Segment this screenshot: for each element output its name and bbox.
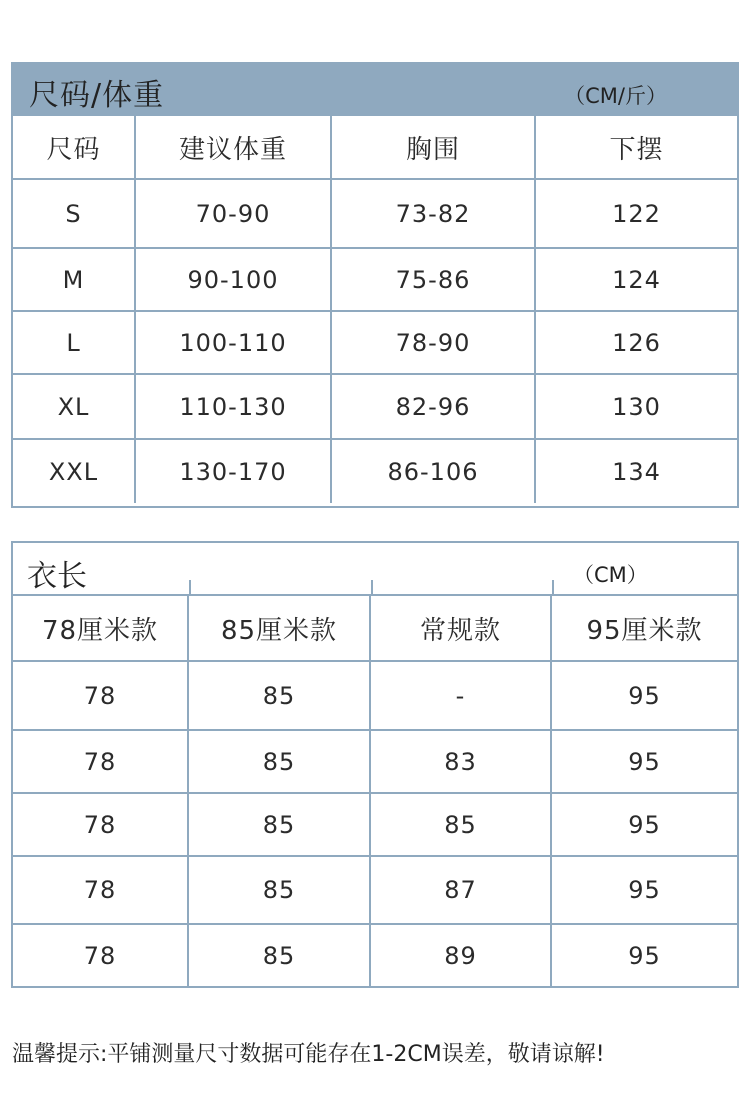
- table-cell: 124: [536, 249, 737, 312]
- table-cell: 78-90: [332, 312, 536, 375]
- table-cell: 95: [552, 662, 737, 731]
- column-header-85cm: 85厘米款: [189, 596, 371, 662]
- column-divider-tick: [371, 580, 373, 594]
- table-cell: 78: [13, 662, 189, 731]
- table-cell: 78: [13, 857, 189, 925]
- table-cell: 122: [536, 180, 737, 249]
- length-table-header-bar: [13, 543, 737, 596]
- column-header-78cm: 78厘米款: [13, 596, 189, 662]
- table-cell: L: [13, 312, 136, 375]
- size-table-grid: [13, 116, 737, 503]
- table-cell: 126: [536, 312, 737, 375]
- table-cell: 87: [371, 857, 552, 925]
- column-divider-tick: [552, 580, 554, 594]
- column-header-regular: 常规款: [371, 596, 552, 662]
- column-header-weight: 建议体重: [136, 116, 332, 180]
- table-cell: -: [371, 662, 552, 731]
- table-cell: 90-100: [136, 249, 332, 312]
- table-cell: 130: [536, 375, 737, 440]
- length-table-title: 衣长: [27, 559, 87, 594]
- table-cell: 134: [612, 457, 661, 486]
- table-cell: 78: [13, 925, 189, 987]
- table-cell: XXL: [13, 440, 136, 503]
- table-cell: 83: [371, 731, 552, 794]
- table-cell: 78: [13, 731, 189, 794]
- table-cell: 73-82: [332, 180, 536, 249]
- table-cell: 130-170: [136, 440, 332, 503]
- table-cell: 85: [189, 794, 371, 857]
- column-header-size: 尺码: [13, 116, 136, 180]
- table-cell: 89: [371, 925, 552, 987]
- size-table-unit: （CM/斤）: [564, 84, 667, 108]
- column-divider-tick: [189, 580, 191, 594]
- size-table-title: 尺码/体重: [29, 78, 165, 113]
- table-cell: 85: [189, 857, 371, 925]
- table-cell: 95: [552, 857, 737, 925]
- size-table-header-bar: [13, 64, 737, 116]
- table-cell: M: [13, 249, 136, 312]
- table-cell: 85: [371, 794, 552, 857]
- size-weight-table: [11, 62, 739, 508]
- column-header-chest: 胸围: [332, 116, 536, 180]
- table-cell: 70-90: [136, 180, 332, 249]
- table-cell: 95: [628, 942, 661, 970]
- table-cell: 100-110: [136, 312, 332, 375]
- length-table-unit: （CM）: [573, 563, 648, 587]
- table-cell: 110-130: [136, 375, 332, 440]
- table-cell: S: [13, 180, 136, 249]
- table-cell: 86-106: [332, 440, 536, 503]
- table-cell: 75-86: [332, 249, 536, 312]
- table-cell: 78: [13, 794, 189, 857]
- table-cell: 85: [189, 925, 371, 987]
- table-cell: 85: [189, 731, 371, 794]
- length-table: [11, 541, 739, 988]
- measurement-note: 温馨提示:平铺测量尺寸数据可能存在1-2CM误差，敬请谅解!: [12, 1042, 605, 1067]
- table-cell: 82-96: [332, 375, 536, 440]
- table-cell: XL: [13, 375, 136, 440]
- table-cell: 85: [189, 662, 371, 731]
- column-header-hem: 下摆: [536, 116, 737, 180]
- table-cell: 95: [552, 731, 737, 794]
- length-table-grid: [13, 596, 737, 987]
- table-cell: 95: [552, 794, 737, 857]
- column-header-95cm: 95厘米款: [552, 596, 737, 662]
